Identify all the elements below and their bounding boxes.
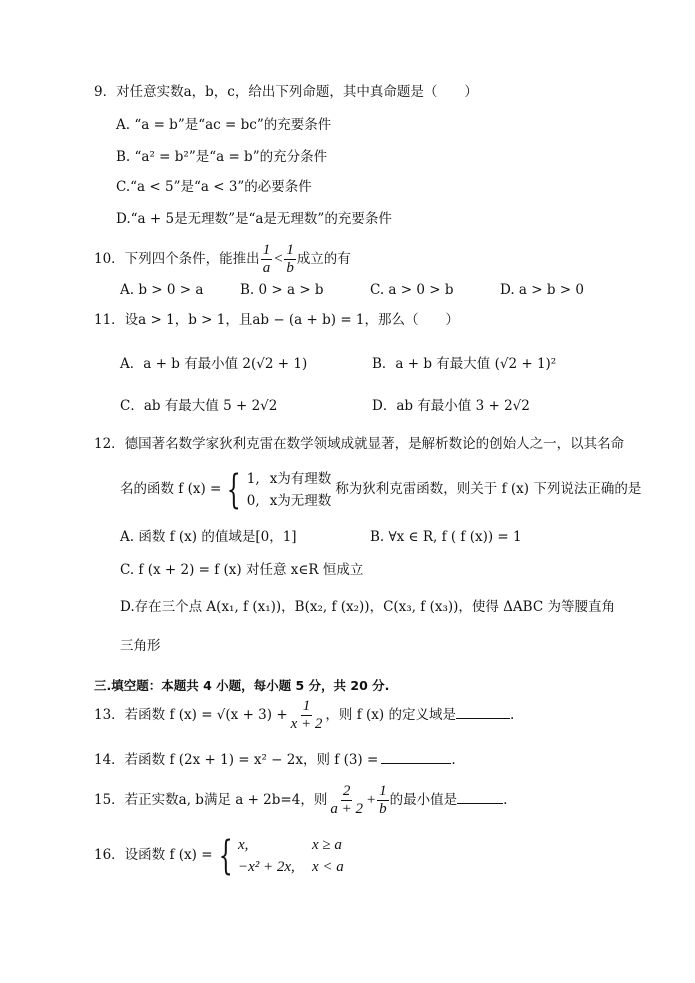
q9-option-c: C.“a < 5”是“a < 3”的必要条件 [116,179,312,195]
fraction-numerator: 2 [342,783,351,799]
fraction-denominator: b [286,260,294,276]
q16-pre: 16．设函数 f (x) = [94,847,213,863]
q10-fraction-1-over-b [284,242,296,277]
q12-option-c: C. f (x + 2) = f (x) 对任意 x∈R 恒成立 [120,562,364,578]
q15-pre: 15．若正实数a, b满足 a + 2b=4，则 [94,792,328,808]
q13-fraction [289,698,325,733]
q12-case-rational [247,468,332,490]
q15-line [94,782,507,818]
q14-period: . [451,752,456,768]
q12-function-def: 名的函数 f (x) = [120,481,222,497]
q12-option-a: A. 函数 f (x) 的值域是[0，1] [120,529,297,545]
q9-stem: 9．对任意实数a，b，c，给出下列命题，其中真命题是（ ） [94,84,478,100]
q9-option-b: B. “a² = b²”是“a = b”的充分条件 [116,149,328,165]
q14-pre: 14．若函数 f (2x + 1) = x² − 2x，则 f (3) = [94,752,379,768]
q12-option-d-continued: 三角形 [120,638,161,654]
q15-answer-blank[interactable] [457,789,503,804]
q12-option-b: B. ∀x ∈ R, f ( f (x)) = 1 [370,529,522,545]
q15-post: 的最小值是 [389,792,458,808]
fraction-numerator: 1 [262,242,271,258]
plus-sign: + [365,792,377,808]
case-condition: x为无理数 [269,492,332,509]
q16-piecewise-cases [238,834,344,878]
q15-fraction-2 [377,783,389,818]
fraction-numerator: 1 [379,783,387,799]
fraction-denominator: b [379,801,387,817]
q12-piecewise-cases [247,468,332,512]
q10-option-d: D. a > b > 0 [500,282,584,298]
q11-option-c: C．ab 有最大值 5 + 2√2 [120,398,278,414]
fraction-denominator: a [262,260,271,276]
case-value: 0, [246,492,260,509]
q15-fraction-1 [328,783,365,818]
q12-stem: 12．德国著名数学家狄利克雷在数学领域成就显著，是解析数论的创始人之一，以其名命 [94,436,625,452]
q12-line2 [120,467,641,512]
case-condition: x < a [311,858,344,875]
q9-option-a: A. “a = b”是“ac = bc”的充要条件 [116,117,332,133]
q13-post: ，则 f (x) 的定义域是 [325,707,456,723]
q14-answer-blank[interactable] [381,749,451,764]
left-brace-icon: { [218,832,233,879]
case-value: −x² + 2x, [237,858,295,875]
q11-option-b: B．a + b 有最大值 (√2 + 1)² [372,356,557,372]
q16-case-2 [238,856,344,878]
case-condition: x ≥ a [311,836,342,853]
q10-option-b: B. 0 > a > b [240,282,324,298]
q11-option-d: D．ab 有最小值 3 + 2√2 [372,398,530,414]
q15-period: . [503,792,508,808]
q12-option-d: D.存在三个点 A(x₁, f (x₁))，B(x₂, f (x₂))，C(x₃, f (x₃))，使得 ΔABC 为等腰直角 [120,599,615,615]
q11-option-a: A．a + b 有最小值 2(√2 + 1) [120,356,308,372]
q14-line [94,749,456,770]
q11-stem: 11．设a > 1，b > 1，且ab − (a + b) = 1，那么（ ） [94,312,460,328]
fraction-denominator: a + 2 [330,801,363,817]
q10-stem-post: 成立的有 [296,251,351,267]
case-value: x, [237,836,249,853]
q12-line2-post: 称为狄利克雷函数，则关于 f (x) 下列说法正确的是 [335,481,642,497]
q9-option-d: D.“a + 5是无理数”是“a是无理数”的充要条件 [116,211,392,227]
fraction-numerator: 1 [286,242,294,258]
q10-option-a: A. b > 0 > a [120,282,204,298]
case-value: 1, [246,470,260,487]
q13-line [94,697,514,733]
q13-answer-blank[interactable] [456,704,510,719]
q10-stem-pre: 10．下列四个条件，能推出 [94,251,260,267]
q12-case-irrational [247,490,332,512]
fraction-denominator: x + 2 [290,716,323,732]
less-than-sign: < [273,251,284,267]
q10-fraction-1-over-a [261,242,273,277]
q16-case-1 [238,834,344,856]
q16-line [94,832,344,878]
q13-pre: 13．若函数 f (x) = √(x + 3) + [94,707,288,723]
left-brace-icon: { [227,466,242,513]
case-condition: x为有理数 [269,470,332,487]
fraction-numerator: 1 [302,698,311,714]
q13-period: . [509,707,515,723]
q10-option-c: C. a > 0 > b [370,282,454,298]
section-3-heading: 三.填空题：本题共 4 小题，每小题 5 分，共 20 分. [94,678,390,693]
q10-stem [94,242,351,277]
